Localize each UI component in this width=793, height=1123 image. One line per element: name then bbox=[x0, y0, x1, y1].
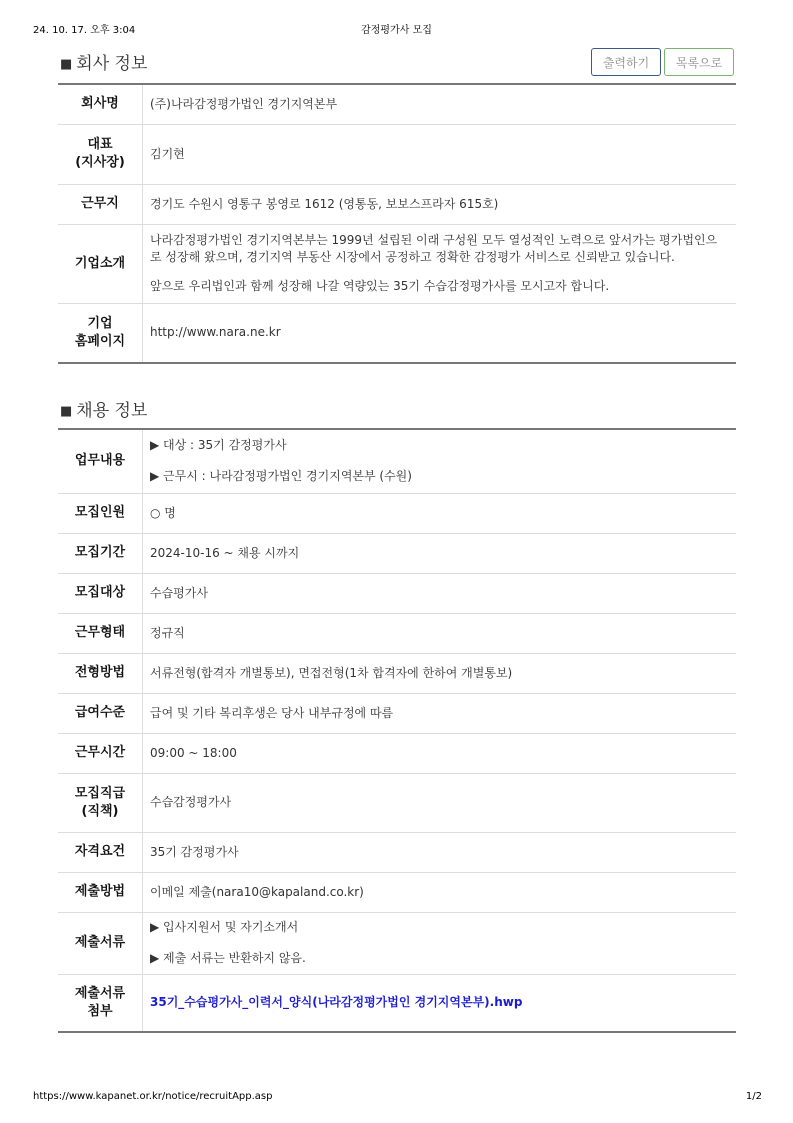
row-label: 근무지 bbox=[58, 184, 143, 224]
qualification: 35기 감정평가사 bbox=[143, 832, 737, 872]
square-bullet-icon: ■ bbox=[60, 57, 73, 72]
table-row bbox=[58, 224, 736, 303]
employment-type: 정규직 bbox=[143, 613, 737, 653]
print-title: 감정평가사 모집 bbox=[361, 25, 432, 36]
row-label: 업무내용 bbox=[58, 429, 143, 493]
row-label: 전형방법 bbox=[58, 653, 143, 693]
print-url: https://www.kapanet.or.kr/notice/recruitApp.asp bbox=[33, 1091, 273, 1102]
table-row bbox=[58, 872, 736, 912]
row-label-line: (직책) bbox=[81, 803, 119, 819]
table-row bbox=[58, 493, 736, 533]
print-footer bbox=[0, 1091, 793, 1105]
table-row bbox=[58, 84, 736, 124]
table-row bbox=[58, 912, 736, 974]
row-label: 기업소개 bbox=[58, 224, 143, 303]
attachment-cell bbox=[143, 974, 737, 1032]
square-bullet-icon: ■ bbox=[60, 404, 73, 419]
required-documents-line: ▶ 입사지원서 및 자기소개서 bbox=[150, 920, 299, 934]
row-label: 자격요건 bbox=[58, 832, 143, 872]
row-label-line: 대표 bbox=[87, 137, 113, 152]
headcount: ○ 명 bbox=[143, 493, 737, 533]
row-label-line: 제출서류 bbox=[74, 985, 126, 1001]
list-button[interactable]: 목록으로 bbox=[664, 48, 734, 76]
row-label-line: 홈페이지 bbox=[74, 333, 126, 349]
required-documents-line: ▶ 제출 서류는 반환하지 않음. bbox=[150, 951, 306, 965]
row-label bbox=[58, 773, 143, 832]
row-label-line: (지사장) bbox=[75, 155, 125, 170]
recruit-info-table bbox=[58, 428, 736, 1033]
print-datetime: 24. 10. 17. 오후 3:04 bbox=[33, 25, 136, 36]
submission-method: 이메일 제출(nara10@kapaland.co.kr) bbox=[143, 872, 737, 912]
job-description-line: ▶ 근무시 : 나라감정평가법인 경기지역본부 (수원) bbox=[150, 469, 412, 484]
company-info-table bbox=[58, 83, 736, 364]
row-label: 모집기간 bbox=[58, 533, 143, 573]
job-description bbox=[143, 429, 737, 493]
row-label: 모집인원 bbox=[58, 493, 143, 533]
row-label-line: 기업 bbox=[87, 315, 113, 331]
row-label: 제출서류 bbox=[58, 912, 143, 974]
company-section-title bbox=[60, 49, 147, 74]
row-label-line: 모집직급 bbox=[74, 785, 126, 801]
work-location: 경기도 수원시 영통구 봉영로 1612 (영통동, 보보스프라자 615호) bbox=[143, 184, 737, 224]
homepage-link[interactable]: http://www.nara.ne.kr bbox=[150, 325, 281, 340]
table-row bbox=[58, 832, 736, 872]
recruit-target: 수습평가사 bbox=[143, 573, 737, 613]
table-row bbox=[58, 533, 736, 573]
table-row bbox=[58, 733, 736, 773]
row-label: 근무형태 bbox=[58, 613, 143, 653]
row-label-line: 첨부 bbox=[87, 1003, 113, 1019]
table-row bbox=[58, 613, 736, 653]
recruit-section-title-text: 채용 정보 bbox=[76, 401, 148, 421]
company-intro-line: 나라감정평가법인 경기지역본부는 1999년 설립된 이래 구성원 모두 열성적인 노력으로 앞서가는 평가법인으로 성장해 왔으며, 경기지역 부동산 시장에서 공정하고 정확한 감정평가 서비스로 신뢰받고 있습니다. bbox=[150, 233, 718, 264]
salary-level: 급여 및 기타 복리후생은 당사 내부규정에 따름 bbox=[143, 693, 737, 733]
attachment-file-link[interactable]: 35기_수습평가사_이력서_양식(나라감정평가법인 경기지역본부).hwp bbox=[150, 995, 523, 1010]
row-label bbox=[58, 303, 143, 363]
company-intro bbox=[143, 224, 737, 303]
row-label: 급여수준 bbox=[58, 693, 143, 733]
page-number: 1/2 bbox=[745, 1091, 762, 1102]
row-label bbox=[58, 974, 143, 1032]
company-name: (주)나라감정평가법인 경기지역본부 bbox=[143, 84, 737, 124]
row-label: 모집대상 bbox=[58, 573, 143, 613]
table-row bbox=[58, 693, 736, 733]
company-section-title-text: 회사 정보 bbox=[76, 54, 148, 74]
print-header bbox=[0, 21, 793, 35]
table-row bbox=[58, 303, 736, 363]
work-hours: 09:00 ~ 18:00 bbox=[143, 733, 737, 773]
recruit-section-title bbox=[60, 396, 147, 421]
job-description-line: ▶ 대상 : 35기 감정평가사 bbox=[150, 438, 287, 453]
position-rank: 수습감정평가사 bbox=[143, 773, 737, 832]
selection-process: 서류전형(합격자 개별통보), 면접전형(1차 합격자에 한하여 개별통보) bbox=[143, 653, 737, 693]
recruit-period: 2024-10-16 ~ 채용 시까지 bbox=[143, 533, 737, 573]
row-label: 근무시간 bbox=[58, 733, 143, 773]
required-documents bbox=[143, 912, 737, 974]
homepage-cell bbox=[143, 303, 737, 363]
company-intro-line: 앞으로 우리법인과 함께 성장해 나갈 역량있는 35기 수습감정평가사를 모시고자 합니다. bbox=[150, 279, 610, 293]
table-row bbox=[58, 773, 736, 832]
row-label bbox=[58, 124, 143, 184]
table-row bbox=[58, 124, 736, 184]
table-row bbox=[58, 429, 736, 493]
table-row bbox=[58, 184, 736, 224]
row-label: 제출방법 bbox=[58, 872, 143, 912]
representative: 김기현 bbox=[143, 124, 737, 184]
table-row bbox=[58, 573, 736, 613]
table-row bbox=[58, 653, 736, 693]
row-label: 회사명 bbox=[58, 84, 143, 124]
table-row bbox=[58, 974, 736, 1032]
print-button[interactable]: 출력하기 bbox=[591, 48, 661, 76]
